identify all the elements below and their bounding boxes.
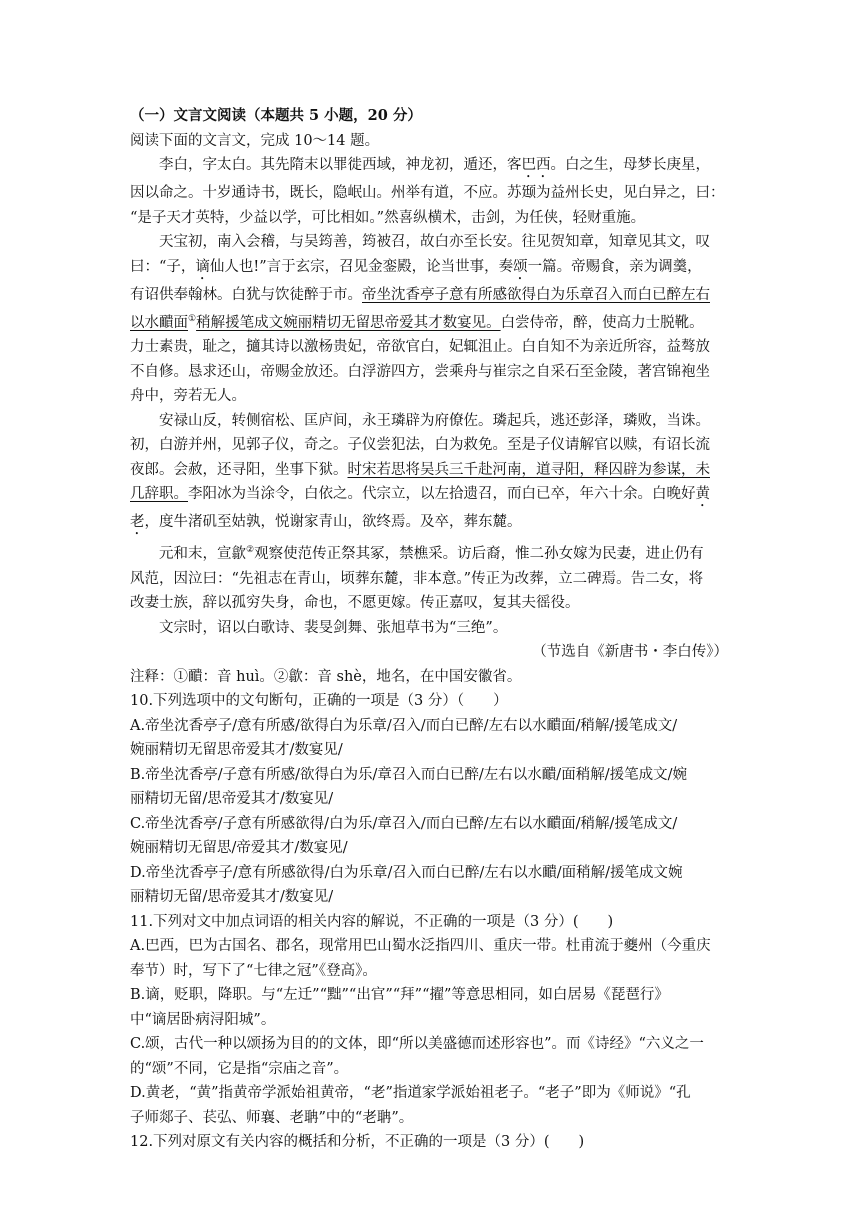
passage-line: 元和末，宣歙②观察使范传正祭其冢，禁樵采。访后裔，惟二孙女嫁为民妻，进止仍有 <box>159 545 704 563</box>
underlined-sentence: 时宋若思将吴兵三千赴河南，道寻阳，释囚辟为参谋，未 <box>347 461 710 478</box>
passage-line: 文宗时，诏以白歌诗、裴旻剑舞、张旭草书为“三绝”。 <box>159 619 508 636</box>
passage-line: 不自修。恳求还山，帝赐金放还。白浮游四方，尝乘舟与崔宗之自采石至金陵，著宫锦袍坐 <box>130 363 710 380</box>
q10-option-a-cont: 婉丽精切无留思帝爱其才/数宴见/ <box>130 742 343 759</box>
emphasized-word: 黄 <box>695 486 710 503</box>
underlined-sentence: 稍解援笔成文婉丽精切无留思帝爱其才数宴见。 <box>196 314 501 331</box>
q10-option-c: C.帝坐沈香亭/子意有所感欲得/白为乐/章召入/而白已醉/左右以水靧面/稍解/援笔成文/ <box>130 815 678 832</box>
question-10-stem: 10.下列选项中的文句断句，正确的一项是（3 分）（ ） <box>130 693 508 710</box>
question-12-stem: 12.下列对原文有关内容的概括和分析，不正确的一项是（3 分）( ) <box>130 1134 585 1151</box>
q11-option-d: D.黄老，“黄”指黄帝学派始祖黄帝，“老”指道家学派始祖老子。“老子”即为《师说》“孔 <box>130 1085 691 1102</box>
emphasized-word: 老 <box>130 514 145 531</box>
passage-line: 改妻士族，辞以孤穷失身，命也，不愿更嫁。传正嘉叹，复其夫徭役。 <box>130 595 580 612</box>
q10-option-b-cont: 丽精切无留/思帝爱其才/数宴见/ <box>130 791 334 808</box>
passage-line: 天宝初，南入会稽，与吴筠善，筠被召，故白亦至长安。往见贺知章，知章见其文，叹 <box>159 234 710 250</box>
q10-option-c-cont: 婉丽精切无留思/帝爱其才/数宴见/ <box>130 840 348 857</box>
footnote-marker: ① <box>188 314 197 324</box>
emphasized-word: 谪 <box>195 258 210 275</box>
passage-line: 力士素贵，耻之，擿其诗以激杨贵妃，帝欲官白，妃辄沮止。白自知不为亲近所容，益骜放 <box>130 339 710 356</box>
q11-option-c: C.颂，古代一种以颂扬为目的的文体，即“所以美盛德而述形容也”。而《诗经》“六义之一 <box>130 1036 704 1053</box>
source-citation: （节选自《新唐书・李白传》） <box>532 644 728 661</box>
q11-option-b: B.谪，贬职，降职。与“左迁”“黜”“出官”“拜”“擢”等意思相同，如白居易《琵琶行》 <box>130 987 669 1004</box>
passage-line: 夜郎。会赦，还寻阳，坐事下狱。时宋若思将吴兵三千赴河南，道寻阳，释囚辟为参谋，未 <box>130 461 710 478</box>
underlined-sentence: 以水靧面 <box>130 314 188 331</box>
q10-option-d: D.帝坐沈香亭子/意有所感欲得/白为乐章/召入而白已醉/左右以水靧/面稍解/援笔成文婉 <box>130 864 683 881</box>
instruction: 阅读下面的文言文，完成 10～14 题。 <box>130 132 380 149</box>
emphasized-word: 颂 <box>513 258 528 275</box>
passage-line: 风范，因泣曰：“先祖志在青山，顷葬东麓，非本意。”传正为改葬，立二碑焉。告二女，将 <box>130 570 704 587</box>
question-11-stem: 11.下列对文中加点词语的相关内容的解说，不正确的一项是（3 分）( ) <box>130 913 614 930</box>
passage-line: 安禄山反，转侧宿松、匡庐间，永王璘辟为府僚佐。璘起兵，逃还彭泽，璘败，当诛。 <box>159 412 710 429</box>
passage-line: 舟中，旁若无人。 <box>130 388 246 405</box>
passage-line: 老，度牛渚矶至姑孰，悦谢家青山，欲终焉。及卒，葬东麓。 <box>130 514 522 531</box>
passage-line: 有诏供奉翰林。白犹与饮徒醉于市。帝坐沈香亭子意有所感欲得白为乐章召入而白已醉左右 <box>130 286 710 303</box>
underlined-sentence: 帝坐沈香亭子意有所感欲得白为乐章召入而白已醉左右 <box>362 286 710 303</box>
q11-option-c-cont: 的“颂”不同，它是指“宗庙之音”。 <box>130 1060 349 1077</box>
q10-option-a: A.帝坐沈香亭子/意有所感/欲得白为乐章/召入/而白已醉/左右以水靧面/稍解/援笔成文/ <box>130 717 678 734</box>
passage-line: 因以命之。十岁通诗书，既长，隐岷山。州举有道，不应。苏颋为益州长史，见白异之，曰： <box>130 185 725 201</box>
section-title: （一）文言文阅读（本题共 5 小题，20 分） <box>130 107 422 124</box>
passage-line: 曰：“子，谪仙人也!”言于玄宗，召见金銮殿，论当世事，奏颂一篇。帝赐食，亲为调羹， <box>130 258 702 275</box>
passage-line: 李白，字太白。其先隋末以罪徙西域，神龙初，遁还，客巴西。白之生，母梦长庚星， <box>159 157 710 173</box>
underlined-sentence: 几辞职。 <box>130 486 188 503</box>
passage-line: 几辞职。李阳冰为当涂令，白依之。代宗立，以左拾遗召，而白已卒，年六十余。白晚好黄 <box>130 486 710 503</box>
passage-line: “是子天才英特，少益以学，可比相如。”然喜纵横术，击剑，为任侠，轻财重施。 <box>130 209 646 226</box>
footnote-marker: ② <box>246 545 255 556</box>
q11-option-b-cont: 中“谪居卧病浔阳城”。 <box>130 1011 276 1028</box>
footnotes: 注释：①靧：音 huì。②歙：音 shè，地名，在中国安徽省。 <box>130 668 522 685</box>
passage-line: 初，白游并州，见郭子仪，奇之。子仪尝犯法，白为救免。至是子仪请解官以赎，有诏长流 <box>130 437 710 454</box>
q10-option-b: B.帝坐沈香亭/子意有所感/欲得白为乐/章召入而白已醉/左右以水靧/面稍解/援笔成文/婉 <box>130 766 687 783</box>
passage-line: 以水靧面①稍解援笔成文婉丽精切无留思帝爱其才数宴见。白尝侍帝，醉，使高力士脱靴。 <box>130 314 704 331</box>
q10-option-d-cont: 丽精切无留/思帝爱其才/数宴见/ <box>130 889 334 906</box>
q11-option-a: A.巴西，巴为古国名、郡名，现常用巴山蜀水泛指四川、重庆一带。杜甫流于夔州（今重庆 <box>130 938 711 955</box>
emphasized-word: 巴西 <box>521 157 551 173</box>
exam-page <box>130 104 730 1155</box>
q11-option-d-cont: 子师郯子、苌弘、师襄、老聃”中的“老聃”。 <box>130 1109 414 1126</box>
q11-option-a-cont: 奉节）时，写下了“七律之冠”《登高》。 <box>130 962 377 979</box>
